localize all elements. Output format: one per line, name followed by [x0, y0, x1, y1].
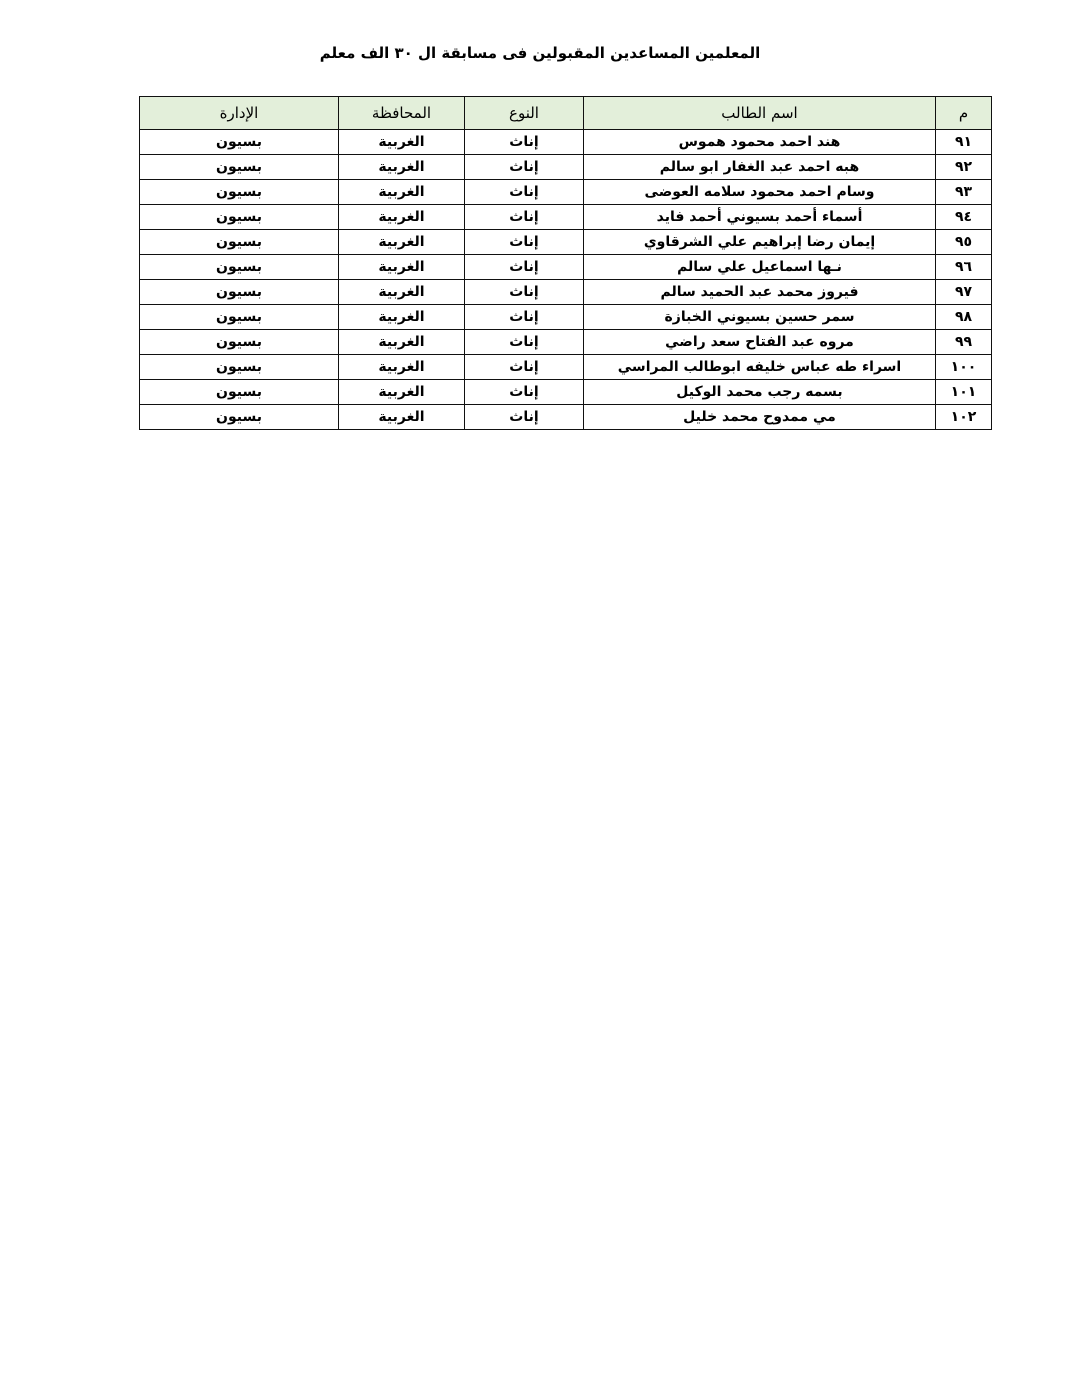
gender-cell: إناث	[465, 155, 584, 180]
header-student-name: اسم الطالب	[584, 97, 936, 130]
table-row	[140, 130, 992, 155]
table-row	[140, 255, 992, 280]
gender-cell: إناث	[465, 255, 584, 280]
administration-cell: بسيون	[140, 205, 339, 230]
administration-cell: بسيون	[140, 280, 339, 305]
row-number: ٩١	[936, 130, 992, 155]
student-name: اسراء طه عباس خليفه ابوطالب المراسي	[584, 355, 936, 380]
governorate-cell: الغربية	[339, 405, 465, 430]
governorate-cell: الغربية	[339, 155, 465, 180]
row-number: ٩٢	[936, 155, 992, 180]
gender-cell: إناث	[465, 305, 584, 330]
table-row	[140, 405, 992, 430]
student-name: أسماء أحمد بسيوني أحمد فايد	[584, 205, 936, 230]
governorate-cell: الغربية	[339, 305, 465, 330]
table-row	[140, 380, 992, 405]
row-number: ٩٩	[936, 330, 992, 355]
table-row	[140, 305, 992, 330]
student-name: مروه عبد الفتاح سعد راضي	[584, 330, 936, 355]
student-name: وسام احمد محمود سلامه العوضى	[584, 180, 936, 205]
gender-cell: إناث	[465, 330, 584, 355]
administration-cell: بسيون	[140, 155, 339, 180]
administration-cell: بسيون	[140, 180, 339, 205]
student-name: نـها اسماعيل علي سالم	[584, 255, 936, 280]
governorate-cell: الغربية	[339, 355, 465, 380]
header-governorate: المحافظة	[339, 97, 465, 130]
student-name: فيروز محمد عبد الحميد سالم	[584, 280, 936, 305]
row-number: ٩٤	[936, 205, 992, 230]
table-row	[140, 180, 992, 205]
row-number: ٩٧	[936, 280, 992, 305]
row-number: ٩٦	[936, 255, 992, 280]
administration-cell: بسيون	[140, 405, 339, 430]
student-name: هبه احمد عبد الغفار ابو سالم	[584, 155, 936, 180]
page-title: المعلمين المساعدين المقبولين فى مسابقة ال ٣٠ الف معلم	[319, 44, 761, 62]
student-name: هند احمد محمود هموس	[584, 130, 936, 155]
gender-cell: إناث	[465, 130, 584, 155]
administration-cell: بسيون	[140, 355, 339, 380]
table-row	[140, 230, 992, 255]
gender-cell: إناث	[465, 180, 584, 205]
table-row	[140, 280, 992, 305]
administration-cell: بسيون	[140, 255, 339, 280]
table-row	[140, 205, 992, 230]
administration-cell: بسيون	[140, 305, 339, 330]
administration-cell: بسيون	[140, 230, 339, 255]
header-administration: الإدارة	[140, 97, 339, 130]
row-number: ١٠١	[936, 380, 992, 405]
gender-cell: إناث	[465, 205, 584, 230]
row-number: ١٠٠	[936, 355, 992, 380]
governorate-cell: الغربية	[339, 255, 465, 280]
table-row	[140, 155, 992, 180]
student-name: سمر حسين بسيوني الخبازة	[584, 305, 936, 330]
row-number: ١٠٢	[936, 405, 992, 430]
governorate-cell: الغربية	[339, 230, 465, 255]
governorate-cell: الغربية	[339, 280, 465, 305]
administration-cell: بسيون	[140, 380, 339, 405]
row-number: ٩٨	[936, 305, 992, 330]
gender-cell: إناث	[465, 230, 584, 255]
accepted-teachers-table	[139, 96, 992, 430]
governorate-cell: الغربية	[339, 130, 465, 155]
governorate-cell: الغربية	[339, 180, 465, 205]
student-name: مي ممدوح محمد خليل	[584, 405, 936, 430]
gender-cell: إناث	[465, 405, 584, 430]
gender-cell: إناث	[465, 355, 584, 380]
student-name: بسمه رجب محمد الوكيل	[584, 380, 936, 405]
table-row	[140, 355, 992, 380]
gender-cell: إناث	[465, 380, 584, 405]
student-name: إيمان رضا إبراهيم علي الشرقاوي	[584, 230, 936, 255]
gender-cell: إناث	[465, 280, 584, 305]
governorate-cell: الغربية	[339, 205, 465, 230]
row-number: ٩٥	[936, 230, 992, 255]
row-number: ٩٣	[936, 180, 992, 205]
header-gender: النوع	[465, 97, 584, 130]
table-row	[140, 330, 992, 355]
governorate-cell: الغربية	[339, 380, 465, 405]
header-number: م	[936, 97, 992, 130]
table-header-row	[140, 97, 992, 130]
administration-cell: بسيون	[140, 130, 339, 155]
governorate-cell: الغربية	[339, 330, 465, 355]
administration-cell: بسيون	[140, 330, 339, 355]
